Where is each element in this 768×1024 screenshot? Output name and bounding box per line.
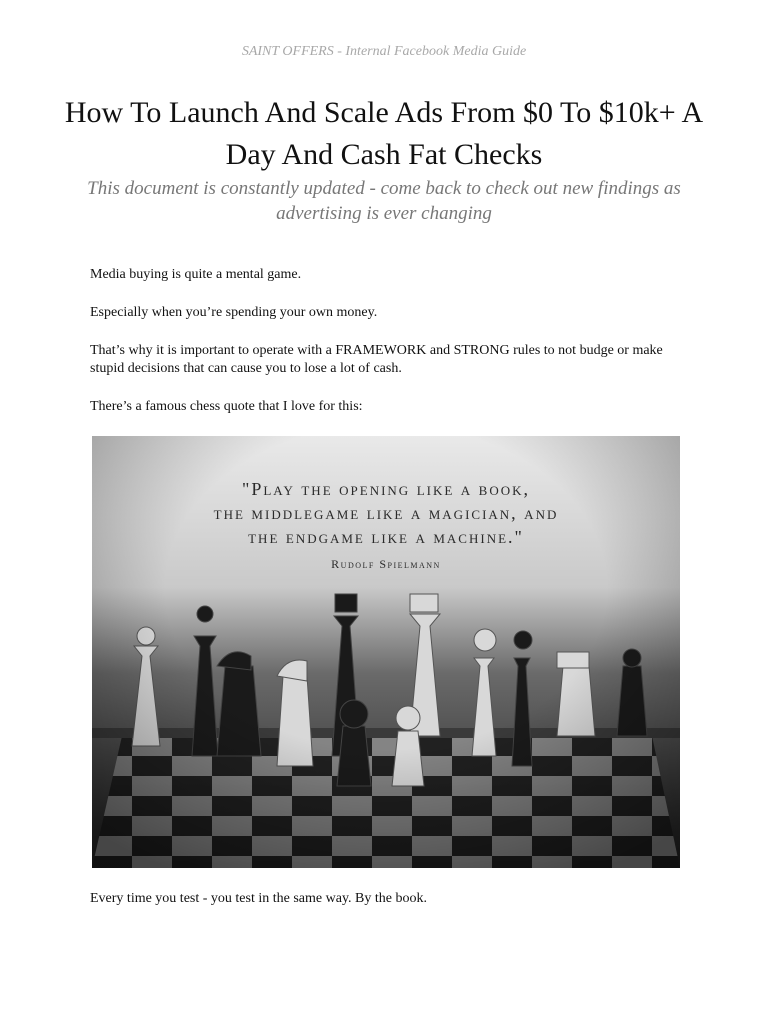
quote-line-1: "Play the opening like a book, [241, 479, 531, 499]
page-title: How To Launch And Scale Ads From $0 To $10k+ A Day And Cash Fat Checks [64, 96, 704, 171]
quote-author: Rudolf Spielmann [331, 557, 441, 571]
quote-line-3: the endgame like a machine." [248, 527, 524, 547]
document-header: SAINT OFFERS - Internal Facebook Media Guide [241, 44, 527, 59]
paragraph-4: There’s a famous chess quote that I love for this: [90, 399, 363, 414]
page-subtitle: This document is constantly updated - come back to check out new findings as advertising is ever changing [87, 178, 681, 224]
chess-quote-image [92, 436, 680, 868]
paragraph-5: Every time you test - you test in the same way. By the book. [90, 891, 427, 906]
paragraph-1: Media buying is quite a mental game. [90, 267, 302, 282]
paragraph-2: Especially when you’re spending your own money. [90, 305, 378, 320]
quote-line-2: the middlegame like a magician, and [213, 503, 559, 523]
paragraph-3: That’s why it is important to operate with a FRAMEWORK and STRONG rules to not budge or make stupid decisions that can cause you to lose a lot of cash. [90, 343, 663, 376]
